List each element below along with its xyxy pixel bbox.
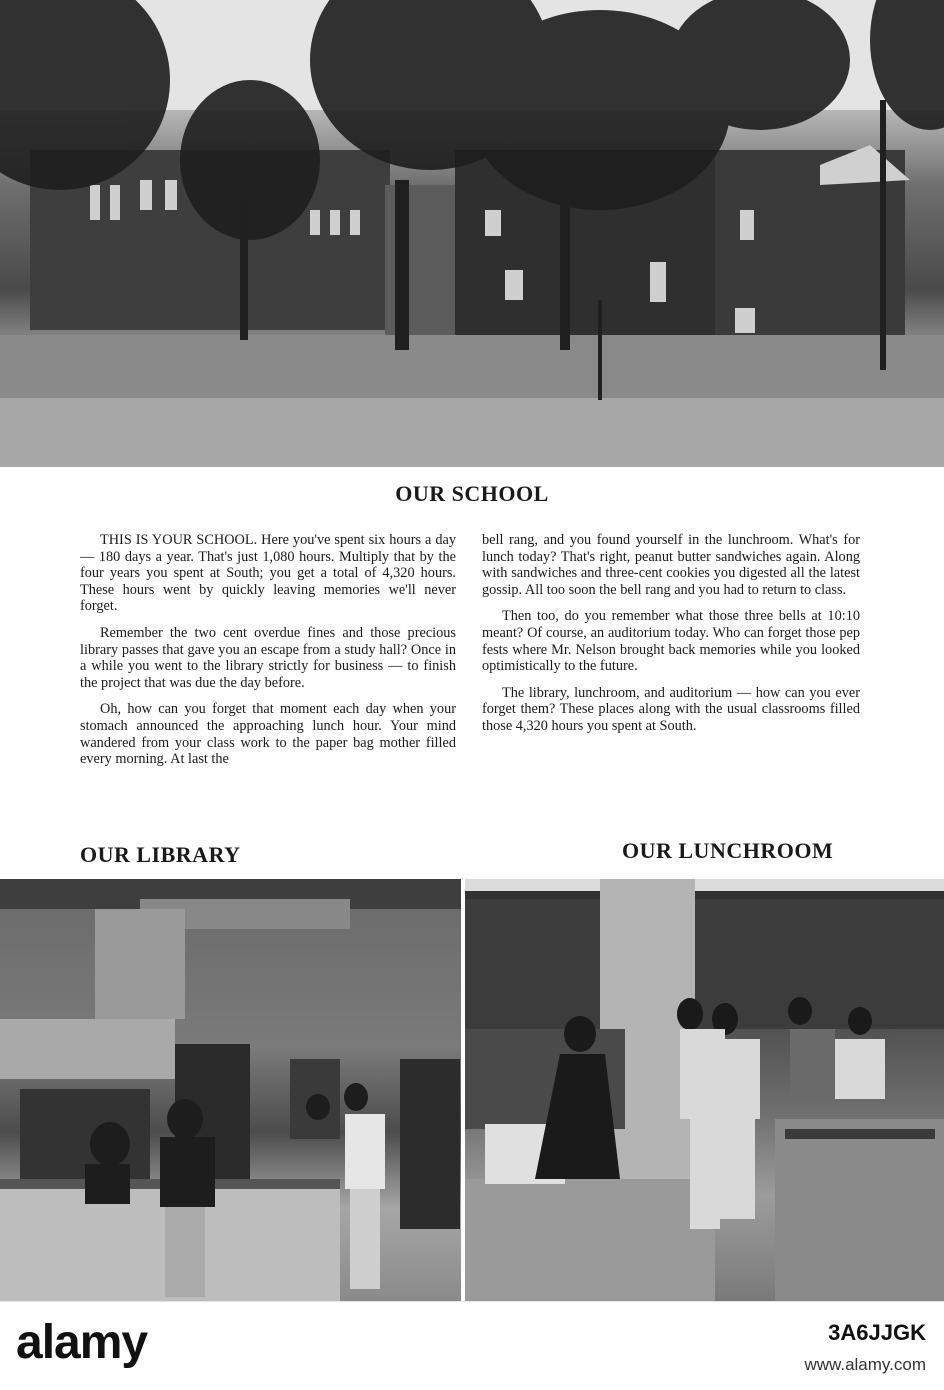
paragraph: Then too, do you remember what those three bells at 10:10 meant? Of course, an auditorium today. Who can forget those pep fests where Mr. Nelson brought back memories while you looked optimistically to the future. xyxy=(482,608,860,675)
school-building-photo xyxy=(0,0,944,467)
text-column-left xyxy=(80,532,456,778)
image-code: 3A6JJGK xyxy=(828,1320,926,1345)
lunchroom-photo xyxy=(465,879,944,1301)
library-photo xyxy=(0,879,461,1301)
paragraph: The library, lunchroom, and auditorium — how can you ever forget them? These places along with the usual classrooms filled those 4,320 hours you spent at South. xyxy=(482,684,860,734)
lunchroom-title: OUR LUNCHROOM xyxy=(622,838,834,863)
section-title: OUR SCHOOL xyxy=(395,481,549,506)
text-column-right xyxy=(482,532,860,745)
library-title: OUR LIBRARY xyxy=(80,842,241,867)
alamy-logo: alamy xyxy=(16,1316,148,1369)
paragraph: THIS IS YOUR SCHOOL. Here you've spent six hours a day — 180 days a year. That's just 1,080 hours. Multiply that by the four years you spent at South; you get a total of 4,320 hours. These hours went by quickly leaving memories we'll never forget. xyxy=(80,532,456,615)
paragraph: Remember the two cent overdue fines and those precious library passes that gave you an escape from a study hall? Once in a while you went to the library strictly for business — to finish the project that was due the day before. xyxy=(80,624,456,691)
watermark-url: www.alamy.com xyxy=(804,1355,926,1374)
divider xyxy=(0,1301,944,1302)
paragraph: bell rang, and you found yourself in the lunchroom. What's for lunch today? That's right, peanut butter sandwiches again. Along with sandwiches and three-cent cookies you digested all the latest gossip. All too soon the bell rang and you had to return to class. xyxy=(482,532,860,598)
paragraph: Oh, how can you forget that moment each day when your stomach announced the approaching lunch hour. Your mind wandered from your class work to the paper bag mother filled every morning. At last the xyxy=(80,701,456,768)
